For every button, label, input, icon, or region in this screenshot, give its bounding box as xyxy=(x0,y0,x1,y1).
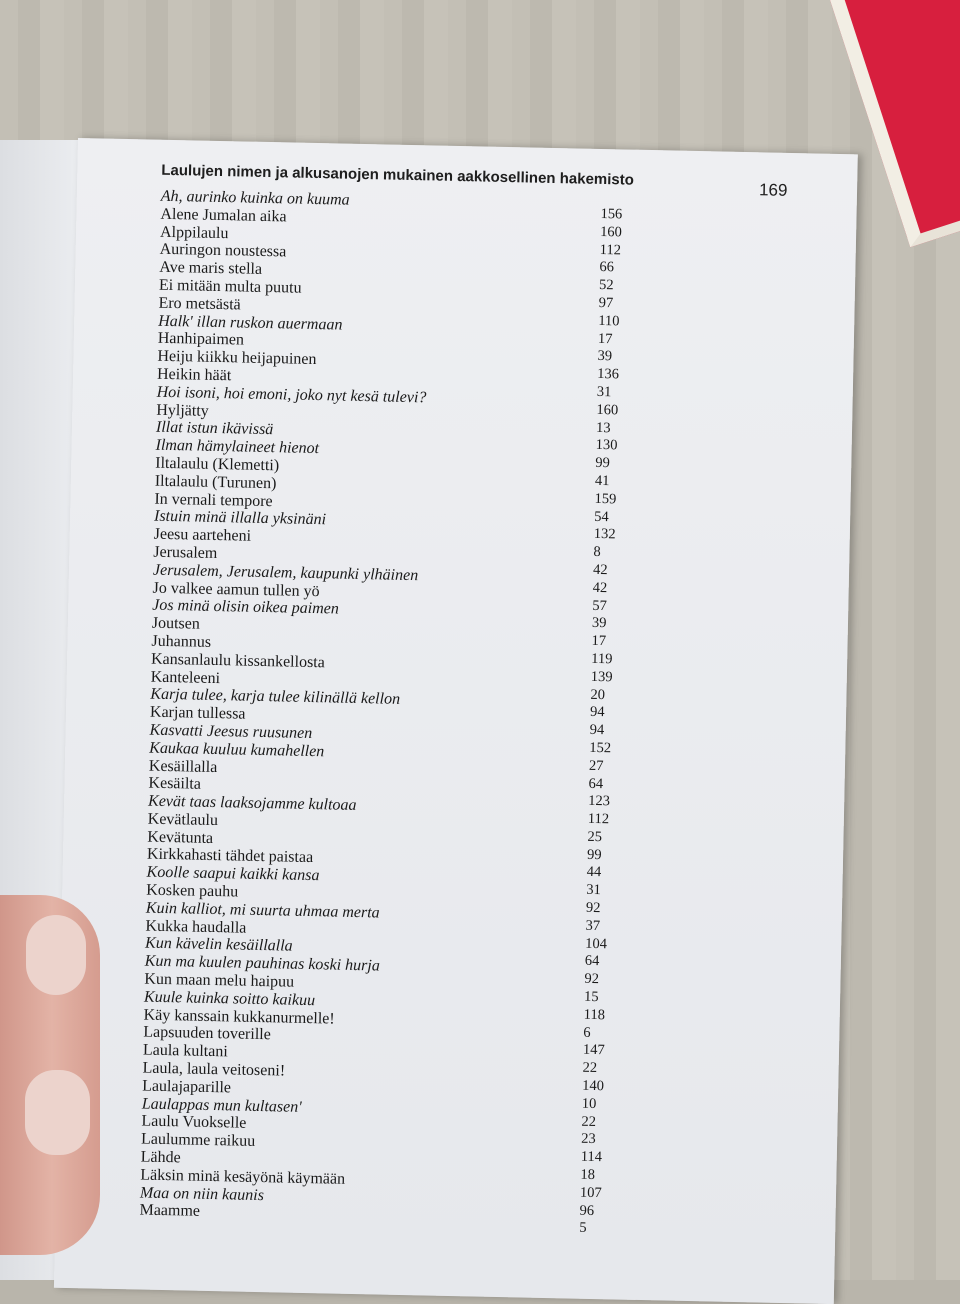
entry-page-number: 96 xyxy=(579,1202,595,1219)
entry-page-number: 99 xyxy=(586,846,602,863)
entry-title: Kasvatti Jeesus ruusunen xyxy=(149,721,313,742)
entry-page-number: 31 xyxy=(586,882,602,899)
entry-title: Auringon noustessa xyxy=(159,241,287,261)
entry-title: Ilman hämylaineet hienot xyxy=(155,436,320,458)
entry-page-number: 22 xyxy=(582,1060,598,1077)
entry-title: Karjan tullessa xyxy=(149,703,246,723)
entry-title: Lapsuuden toverille xyxy=(143,1024,271,1044)
page-heading: Laulujen nimen ja alkusanojen mukainen aakkosellinen hakemisto xyxy=(161,161,635,189)
entry-page-number: 130 xyxy=(595,437,618,454)
entry-page-number: 5 xyxy=(579,1220,587,1237)
entry-title: Illat istun ikävissä xyxy=(155,419,274,439)
index-list xyxy=(139,187,720,1237)
entry-title: Käy kanssain kukkanurmelle! xyxy=(143,1006,335,1028)
entry-page-number: 66 xyxy=(599,259,615,276)
entry-title: Kaukaa kuuluu kumahellen xyxy=(149,739,325,760)
entry-page-number: 44 xyxy=(586,864,602,881)
entry-page-number: 6 xyxy=(583,1024,591,1041)
entry-page-number: 112 xyxy=(599,241,622,258)
entry-page-number: 52 xyxy=(598,277,614,294)
entry-page-number: 119 xyxy=(591,650,613,668)
entry-title: In vernali tempore xyxy=(154,490,273,510)
entry-page-number: 156 xyxy=(600,205,623,223)
entry-title: Läksin minä kesäyönä käymään xyxy=(140,1166,346,1188)
entry-title: Laulappas mun kultasen' xyxy=(141,1095,302,1116)
entry-title: Hyljätty xyxy=(156,401,209,420)
entry-page-number: 97 xyxy=(598,294,614,312)
entry-title: Juhannus xyxy=(151,632,212,651)
entry-title: Kevät taas laaksojamme kultoaa xyxy=(147,792,357,815)
entry-title: Kun maan melu haipuu xyxy=(144,970,295,991)
entry-page-number: 92 xyxy=(584,971,600,988)
entry-title: Kukka haudalla xyxy=(145,917,247,937)
entry-page-number: 160 xyxy=(596,401,619,419)
entry-page-number: 112 xyxy=(587,810,610,828)
entry-title: Alene Jumalan aika xyxy=(160,205,287,226)
entry-title: Kun ma kuulen pauhinas koski hurja xyxy=(144,952,380,975)
entry-title: Kesäilta xyxy=(148,774,202,794)
entry-title: Heiju kiikku heijapuinen xyxy=(157,347,317,369)
entry-title: Alppilaulu xyxy=(159,223,229,242)
entry-page-number: 99 xyxy=(595,455,610,472)
entry-page-number: 22 xyxy=(581,1113,597,1130)
entry-page-number: 140 xyxy=(582,1077,605,1095)
entry-title: Laulumme raikuu xyxy=(140,1130,256,1151)
entry-page-number: 39 xyxy=(591,615,607,632)
entry-title: Kun kävelin kesäillalla xyxy=(144,935,293,956)
entry-page-number: 114 xyxy=(580,1148,603,1166)
entry-title: Maa on niin kaunis xyxy=(139,1184,265,1204)
entry-page-number: 94 xyxy=(589,721,605,739)
entry-title: Ero metsästä xyxy=(158,294,241,314)
entry-title: Iltalaulu (Turunen) xyxy=(154,472,277,492)
entry-page-number: 160 xyxy=(599,223,623,241)
entry-title: Kevätlaulu xyxy=(147,810,219,829)
thumbnail-upper xyxy=(26,915,86,995)
entry-title: Halk' illan ruskon auermaan xyxy=(158,312,343,334)
entry-page-number: 39 xyxy=(597,348,613,365)
entry-title: Jerusalem, Jerusalem, kaupunki ylhäinen xyxy=(152,561,419,584)
entry-title: Kuin kalliot, mi suurta uhmaa merta xyxy=(145,899,380,922)
entry-title: Ei mitään multa puutu xyxy=(158,276,302,297)
entry-title: Hanhipaimen xyxy=(157,330,245,349)
entry-page-number: 139 xyxy=(590,668,613,686)
entry-page-number: 152 xyxy=(589,739,612,757)
entry-page-number: 41 xyxy=(594,472,610,490)
entry-page-number: 104 xyxy=(585,935,608,952)
entry-title: Lähde xyxy=(140,1148,181,1167)
entry-page-number: 159 xyxy=(594,490,617,508)
entry-page-number: 132 xyxy=(593,526,616,543)
book-page xyxy=(54,138,858,1304)
entry-title: Laula kultani xyxy=(142,1041,228,1061)
entry-title: Jo valkee aamun tullen yö xyxy=(152,579,320,600)
entry-title: Laula, laula veitoseni! xyxy=(142,1059,286,1080)
entry-page-number: 136 xyxy=(597,366,620,383)
entry-page-number: 25 xyxy=(587,828,603,846)
entry-title: Laulu Vuokselle xyxy=(141,1112,247,1133)
entry-page-number: 37 xyxy=(585,917,601,934)
entry-page-number: 94 xyxy=(589,704,605,721)
entry-title: Joutsen xyxy=(151,614,201,633)
entry-title: Ah, aurinko kuinka on kuuma xyxy=(160,187,350,209)
entry-page-number: 10 xyxy=(581,1095,597,1112)
entry-page-number: 27 xyxy=(588,757,604,774)
entry-title: Kesäillalla xyxy=(148,757,218,776)
entry-title: Maamme xyxy=(139,1201,201,1221)
entry-title: Jos minä olisin oikea paimen xyxy=(152,596,340,618)
entry-page-number: 118 xyxy=(583,1006,606,1024)
entry-page-number: 8 xyxy=(593,544,601,561)
entry-title: Iltalaulu (Klemetti) xyxy=(155,454,280,475)
entry-title: Kosken pauhu xyxy=(146,881,239,901)
entry-title: Karja tulee, karja tulee kilinällä kellon xyxy=(150,685,401,709)
entry-page-number: 42 xyxy=(592,579,608,596)
entry-page-number: 92 xyxy=(585,899,601,917)
entry-page-number: 20 xyxy=(590,686,606,703)
entry-page-number: 42 xyxy=(592,561,608,579)
entry-title: Hoi isoni, hoi emoni, joko nyt kesä tulevi? xyxy=(156,383,427,407)
entry-title: Kansanlaulu kissankellosta xyxy=(150,650,325,672)
thumbnail-lower xyxy=(25,1070,90,1155)
entry-page-number: 107 xyxy=(579,1184,602,1202)
entry-title: Kuule kuinka soitto kaikuu xyxy=(143,988,316,1010)
entry-page-number: 64 xyxy=(588,775,604,792)
entry-page-number: 64 xyxy=(584,953,600,970)
entry-page-number: 54 xyxy=(594,508,609,525)
entry-title: Jerusalem xyxy=(153,543,218,562)
thumb xyxy=(0,895,100,1255)
page-number: 169 xyxy=(758,180,788,200)
entry-page-number: 17 xyxy=(597,330,613,347)
entry-title: Istuin minä illalla yksinäni xyxy=(153,508,327,529)
entry-title: Kanteleeni xyxy=(150,668,221,687)
entry-page-number: 13 xyxy=(595,419,611,436)
entry-page-number: 110 xyxy=(598,312,620,330)
entry-page-number: 18 xyxy=(580,1166,596,1184)
entry-page-number: 123 xyxy=(588,793,611,810)
entry-title: Koolle saapui kaikki kansa xyxy=(146,863,320,885)
entry-page-number: 23 xyxy=(580,1131,596,1148)
entry-page-number: 57 xyxy=(592,597,607,614)
entry-title: Ave maris stella xyxy=(159,258,263,279)
entry-title: Laulajaparille xyxy=(141,1077,232,1097)
entry-page-number: 31 xyxy=(596,383,612,401)
entry-page-number: 15 xyxy=(583,988,599,1006)
entry-title: Kirkkahasti tähdet paistaa xyxy=(146,846,314,867)
entry-title: Kevätunta xyxy=(147,828,214,847)
entry-title: Heikin häät xyxy=(156,365,232,385)
entry-page-number: 147 xyxy=(582,1042,605,1059)
entry-title: Jeesu aarteheni xyxy=(153,525,252,545)
entry-page-number: 17 xyxy=(591,632,607,650)
